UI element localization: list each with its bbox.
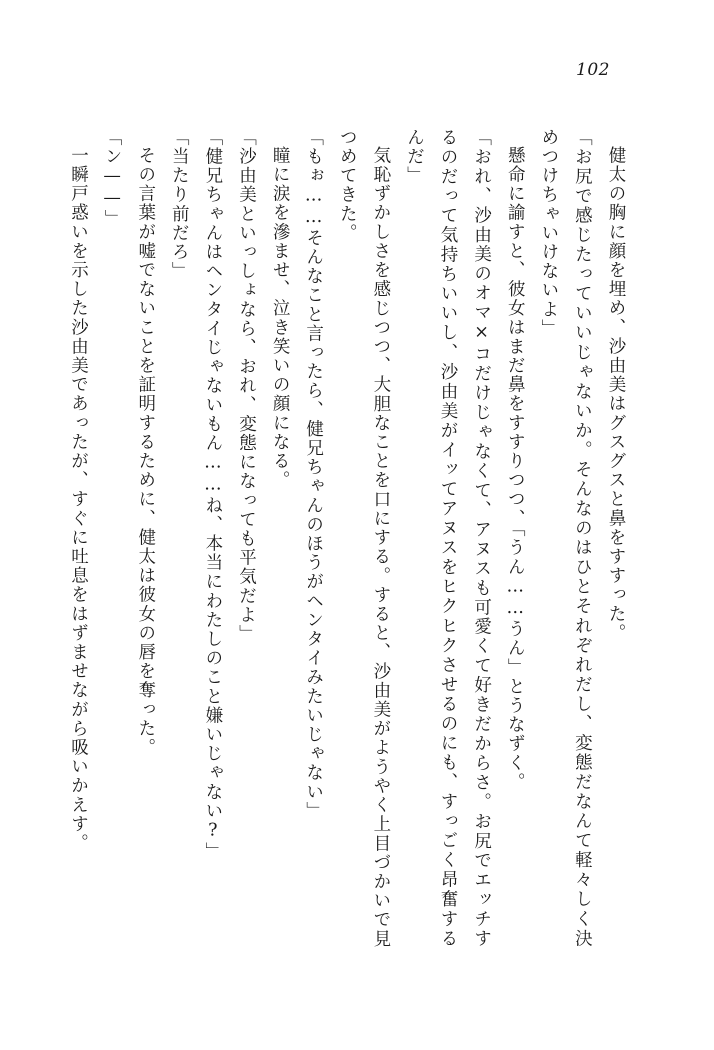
paragraph: 瞳に涙を滲ませ、泣き笑いの顔になる。	[270, 145, 291, 490]
paragraph: 「お尻で感じたっていいじゃないか。そんなのはひとそれぞれだし、変態だなんて軽々しく決めつけちゃいけないよ」	[538, 128, 593, 948]
paragraph: 気恥ずかしさを感じつつ、大胆なことを口にする。すると、沙由美がようやく上目づかいで見つめてきた。	[337, 128, 391, 948]
page-number: 102	[576, 60, 610, 80]
paragraph: 懸命に諭すと、彼女はまだ鼻をすすりつつ、「うん……うん」とうなずく。	[505, 145, 526, 792]
paragraph: 「当たり前だろ」	[169, 128, 190, 281]
paragraph: 一瞬戸惑いを示した沙由美であったが、すぐに吐息をはずませながら吸いかえす。	[68, 145, 89, 853]
paragraph: その言葉が嘘でないことを証明するために、健太は彼女の唇を奪った。	[135, 145, 156, 757]
paragraph: 「おれ、沙由美のオマ×コだけじゃなくて、アヌスも可愛くて好きだからさ。お尻でエッチするのだって気持ちいいし、沙由美がイッてアヌスをヒクヒクさせるのにも、すっごく昂奮するんだ」	[404, 128, 492, 948]
paragraph: 健太の胸に顔を埋め、沙由美はグスグスと鼻をすすった。	[606, 145, 626, 643]
paragraph: 「もぉ……そんなこと言ったら、健兄ちゃんのほうがヘンタイみたいじゃない」	[303, 128, 324, 821]
paragraph: 「沙由美といっしょなら、おれ、変態になっても平気だよ」	[236, 128, 257, 644]
paragraph: 「ン——」	[102, 128, 123, 229]
page-text-body	[56, 128, 632, 948]
paragraph: 「健兄ちゃんはヘンタイじゃないもん……ね、本当にわたしのこと嫌いじゃない?」	[202, 128, 223, 862]
